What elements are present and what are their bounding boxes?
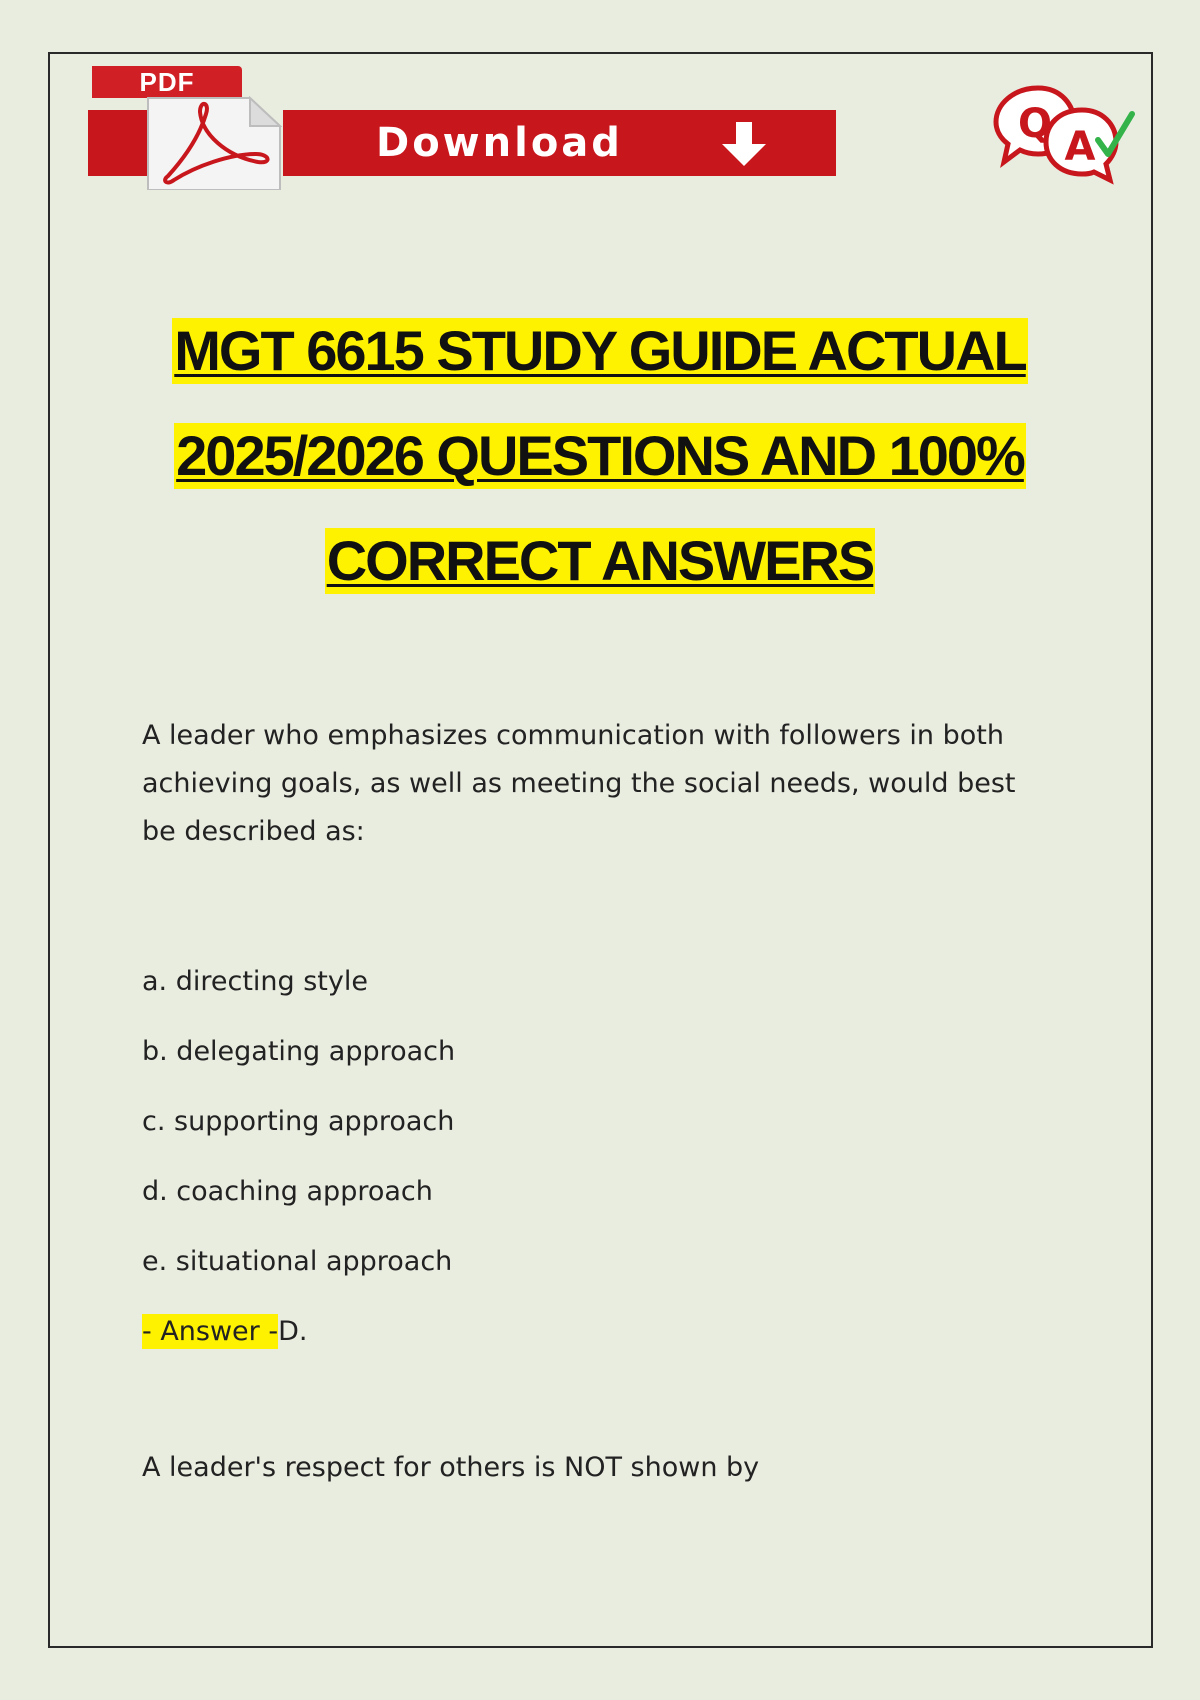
title-line-3: CORRECT ANSWERS — [326, 529, 874, 592]
title-line-1: MGT 6615 STUDY GUIDE ACTUAL — [174, 319, 1026, 382]
download-label: Download — [376, 120, 623, 166]
question-1-options — [142, 964, 1042, 1314]
option-c: c. supporting approach — [142, 1106, 455, 1137]
qa-check-logo — [980, 80, 1140, 190]
banner-bar-left — [88, 110, 148, 176]
pdf-document-icon — [140, 64, 290, 190]
answer-value: D. — [278, 1316, 308, 1347]
pdf-tab-label: PDF — [92, 66, 242, 98]
question-1-text: A leader who emphasizes communication with followers in both achieving goals, as well as meeting the social needs, would best be described as: — [142, 720, 1016, 847]
question-2-text: A leader's respect for others is NOT shown by — [142, 1452, 760, 1483]
download-arrow-icon — [716, 120, 772, 168]
option-e: e. situational approach — [142, 1246, 453, 1277]
qa-logo-a: A — [1064, 124, 1096, 170]
option-d: d. coaching approach — [142, 1176, 433, 1207]
answer-label: - Answer - — [142, 1316, 279, 1347]
download-banner[interactable] — [88, 64, 836, 192]
document-body — [142, 712, 1042, 1513]
title-line-2: 2025/2026 QUESTIONS AND 100% — [176, 424, 1024, 487]
option-b: b. delegating approach — [142, 1036, 456, 1067]
answer-row — [142, 1314, 1042, 1350]
document-title — [60, 318, 1140, 633]
qa-logo-q: Q — [1017, 101, 1053, 147]
option-a: a. directing style — [142, 966, 368, 997]
